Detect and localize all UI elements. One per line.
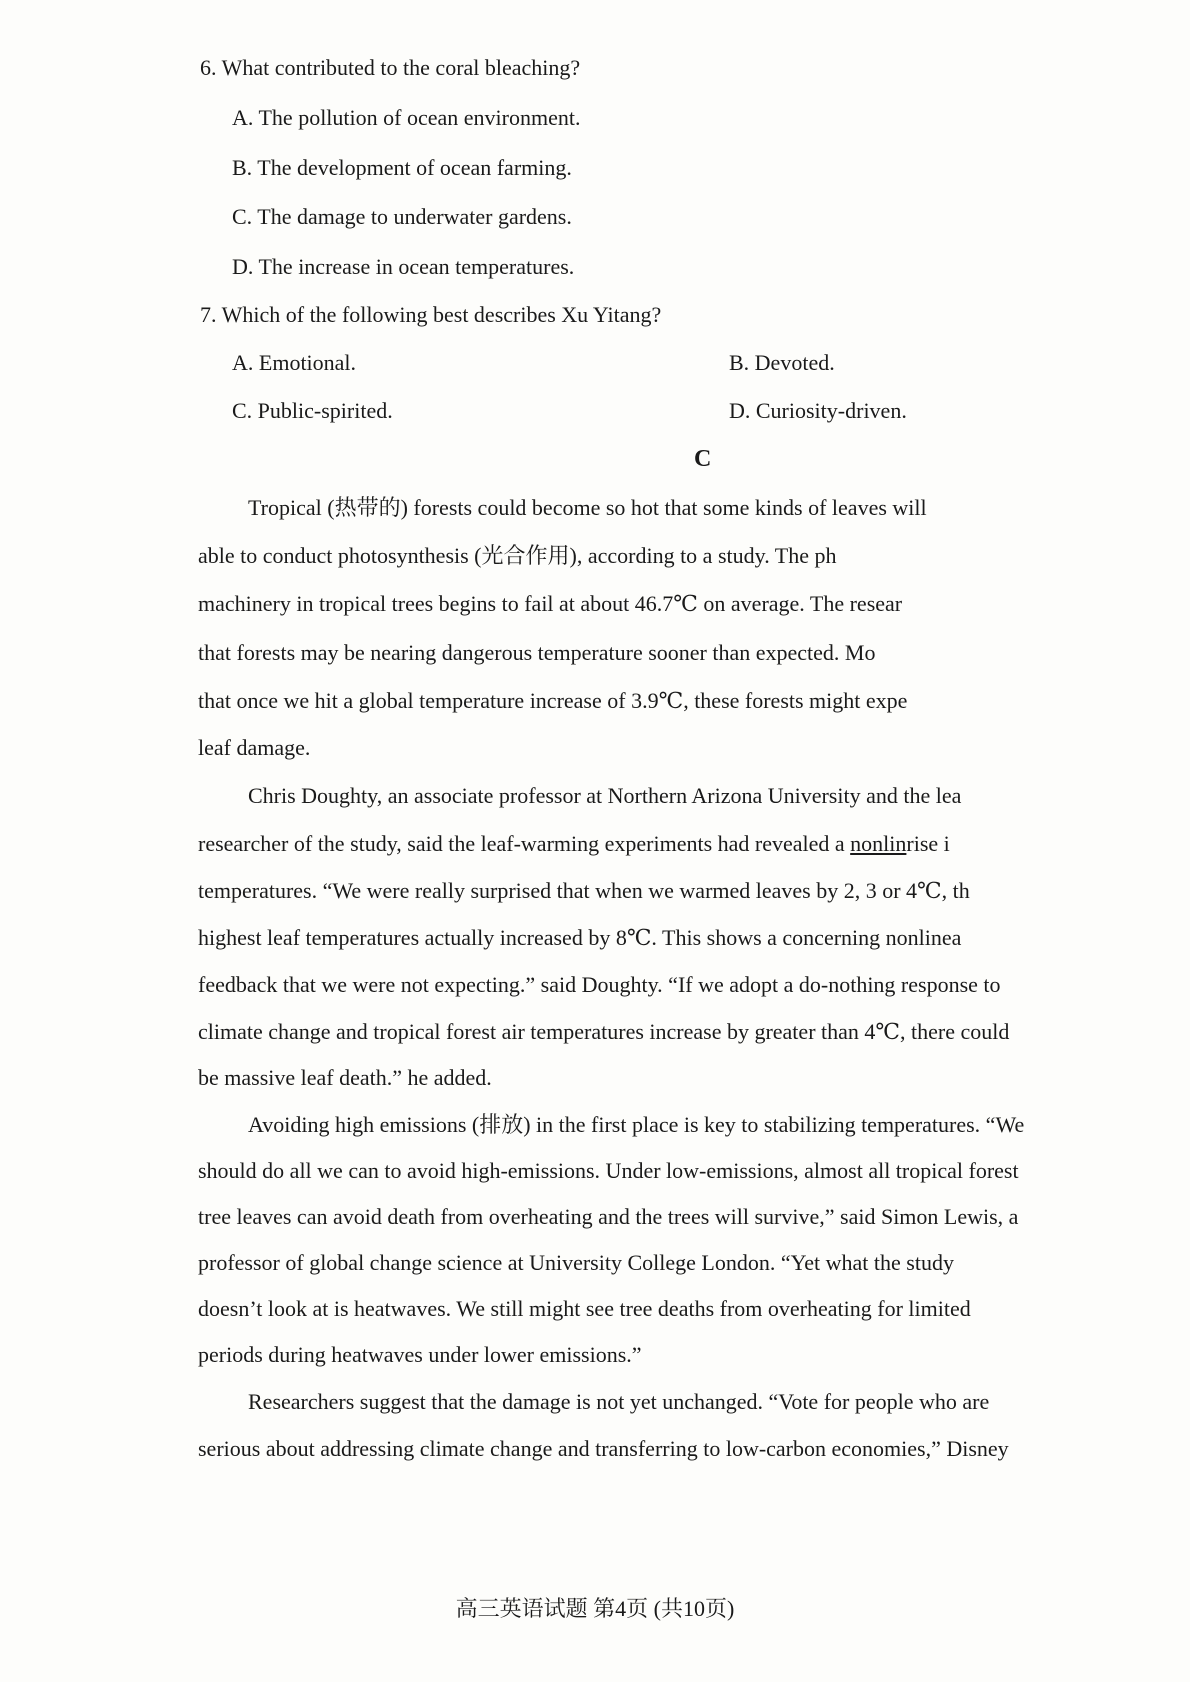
question-7-option-d: D. Curiosity-driven.	[729, 398, 907, 423]
passage-line: Tropical (热带的) forests could become so hot that some kinds of leaves will	[248, 495, 927, 520]
passage-line: Researchers suggest that the damage is not yet unchanged. “Vote for people who are	[248, 1389, 990, 1414]
question-7-option-c: C. Public-spirited.	[232, 398, 393, 423]
passage-line: periods during heatwaves under lower emissions.”	[198, 1342, 642, 1367]
passage-line: feedback that we were not expecting.” said Doughty. “If we adopt a do-nothing response to	[198, 972, 1001, 997]
question-6-option-d: D. The increase in ocean temperatures.	[232, 254, 575, 279]
passage-line: leaf damage.	[198, 735, 311, 760]
passage-line: Chris Doughty, an associate professor at Northern Arizona University and the lea	[248, 783, 962, 808]
passage-line: professor of global change science at University College London. “Yet what the study	[198, 1250, 954, 1275]
passage-line: that forests may be nearing dangerous temperature sooner than expected. Mo	[198, 640, 876, 665]
passage-text: researcher of the study, said the leaf-warming experiments had revealed a	[198, 831, 845, 856]
passage-line: highest leaf temperatures actually increased by 8℃. This shows a concerning nonlinea	[198, 925, 962, 950]
question-7-stem: 7. Which of the following best describes Xu Yitang?	[200, 302, 662, 327]
passage-line	[198, 831, 1128, 857]
passage-line: tree leaves can avoid death from overheating and the trees will survive,” said Simon Lewis, a	[198, 1204, 1019, 1229]
passage-line: doesn’t look at is heatwaves. We still might see tree deaths from overheating for limited	[198, 1296, 971, 1321]
page-footer: 高三英语试题 第4页 (共10页)	[455, 1596, 735, 1621]
underlined-word: nonlin	[850, 831, 907, 856]
passage-line: machinery in tropical trees begins to fail at about 46.7℃ on average. The resear	[198, 591, 903, 616]
question-7-option-b: B. Devoted.	[729, 350, 835, 375]
question-6-stem: 6. What contributed to the coral bleaching?	[200, 55, 581, 80]
question-6-option-b: B. The development of ocean farming.	[232, 155, 572, 180]
passage-line: be massive leaf death.” he added.	[198, 1065, 492, 1090]
section-c-heading: C	[694, 446, 712, 472]
passage-line: Avoiding high emissions (排放) in the first place is key to stabilizing temperatures. “We	[248, 1112, 1025, 1137]
question-6-option-a: A. The pollution of ocean environment.	[232, 105, 581, 130]
question-6-option-c: C. The damage to underwater gardens.	[232, 204, 572, 229]
passage-line: climate change and tropical forest air temperatures increase by greater than 4℃, there could	[198, 1019, 1010, 1044]
passage-line: able to conduct photosynthesis (光合作用), according to a study. The ph	[198, 543, 837, 568]
passage-line: that once we hit a global temperature increase of 3.9℃, these forests might expe	[198, 688, 908, 713]
question-7-option-a: A. Emotional.	[232, 350, 357, 375]
passage-line: serious about addressing climate change and transferring to low-carbon economies,” Disney	[198, 1436, 1009, 1461]
passage-line: should do all we can to avoid high-emissions. Under low-emissions, almost all tropical forest	[198, 1158, 1019, 1183]
passage-text: rise i	[906, 831, 950, 856]
passage-line: temperatures. “We were really surprised that when we warmed leaves by 2, 3 or 4℃, th	[198, 878, 970, 903]
